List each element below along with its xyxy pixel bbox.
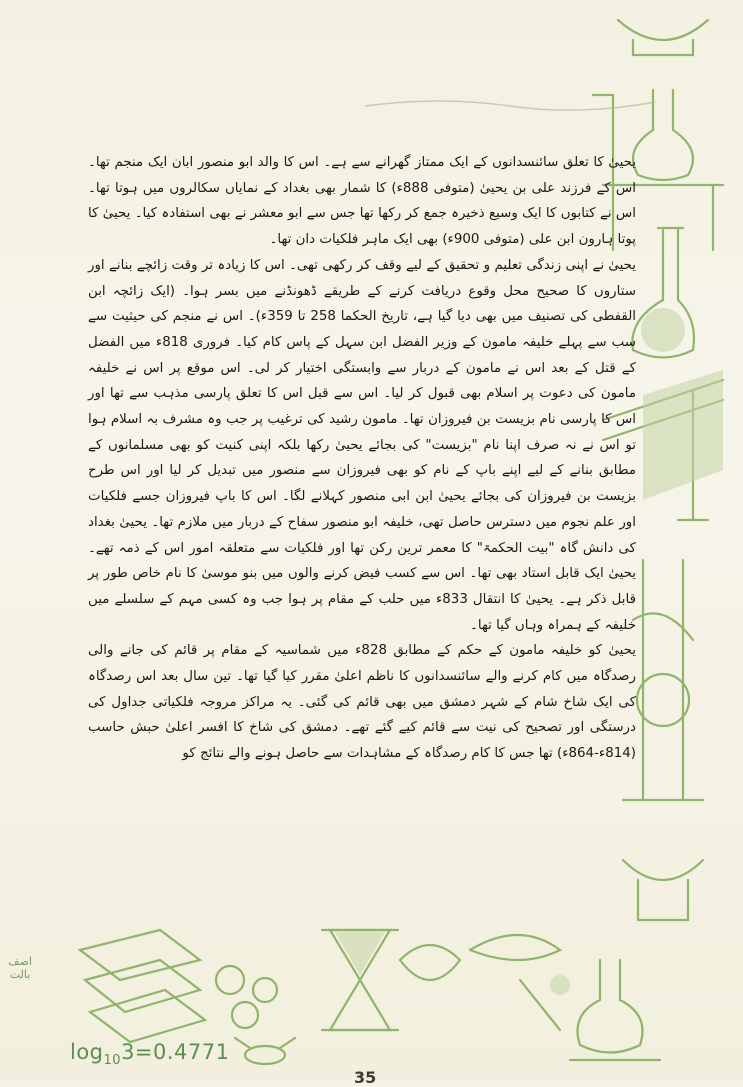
paragraph-family: یحییٰ کا تعلق سائنسدانوں کے ایک ممتاز گھرانے سے ہے۔ اس کا والد ابو منصور ابان ایک منجم تھا۔ اس کے فرزند علی بن یحییٰ (متوفی 888ء) کا شمار بھی بغداد کے نمایاں سکالروں میں ہوتا تھا۔ اس نے کتابوں کا ایک وسیع ذخیرہ جمع کر رکھا تھا جس سے ابو معشر نے بھی استفادہ کیا۔ یحییٰ کا پوتا ہارون ابن علی (متوفی 900ء) بھی ایک ماہر فلکیات دان تھا۔ [88,155,637,248]
log-formula [70,1040,230,1068]
paragraph-career: یحییٰ نے اپنی زندگی تعلیم و تحقیق کے لیے وقف کر رکھی تھی۔ اس کا زیادہ تر وقت زائچے بنانے اور ستاروں کا صحیح محل وقوع دریافت کرنے کے طریقے ڈھونڈنے میں بسر ہوا۔ (ایک زائچہ ابن القفطی کی تصنیف میں بھی دیا گیا ہے، تاریخ الحکما 258 تا 359ء)۔ اس نے منجم کی حیثیت سے سب سے پہلے خلیفہ مامون کے وزیر الفضل ابن سہل کے پاس کام کیا۔ فروری 818ء میں الفضل کے قتل کے بعد اس نے مامون کے دربار سے وابستگی اختیار کر لی۔ اس موقع پر اس نے خلیفہ مامون کی دعوت پر اسلام بھی قبول کر لیا۔ اس سے قبل اس کا تعلق پارسی مذہب سے تھا اور اس کا پارسی نام بزیست بن فیروزان تھا۔ مامون رشید کی ترغیب پر جب وہ مشرف بہ اسلام ہوا تو اس نے نہ صرف اپنا نام "بزیست" کی بجائے یحییٰ رکھا بلکہ اپنی کنیت کو بھی مسلمانوں کے مطابق بنانے کے لیے اپنے باپ کے نام کو بھی فیروزان سے منصور میں تبدیل کر لیا اور اس طرح بزیست بن فیروزان کی بجائے یحییٰ ابن ابی منصور کہلانے لگا۔ اس کا باپ فیروزان جسے فلکیات اور علم نجوم میں دسترس حاصل تھی، خلیفہ ابو منصور سفاح کے دربار میں ملازم تھا۔ یحییٰ بغداد کی دانش گاہ "بیت الحکمۃ" کا معمر ترین رکن تھا اور فلکیات سے متعلقہ امور اس کے ذمہ تھے۔ یحییٰ ایک قابل استاد بھی تھا۔ اس سے کسب فیض کرنے والوں میں بنو موسیٰ کا نام خاص طور پر قابل ذکر ہے۔ یحییٰ کا انتقال 833ء میں حلب کے مقام پر ہوا جب وہ کسی مہم کے سلسلے میں خلیفہ کے ہمراہ وہاں گیا تھا۔ [88,257,636,633]
formula-subscript: 10 [103,1053,122,1069]
paragraph-observatory: یحییٰ کو خلیفہ مامون کے حکم کے مطابق 828ء میں شماسیہ کے مقام پر قائم کی جانے والی رصدگاہ میں کام کرنے والے سائنسدانوں کا ناظم اعلیٰ مقرر کیا گیا تھا۔ تین سال بعد اس رصدگاہ کی ایک شاخ شام کے شہر دمشق میں بھی قائم کی گئی۔ یہ مراکز مروجہ فلکیاتی جداول کی درستگی اور تصحیح کی نیت سے قائم کیے گئے تھے۔ دمشق کی شاخ کا افسر اعلیٰ حبش حاسب (814ء-864ء) تھا جس کا کام رصدگاہ کے مشاہدات سے حاصل ہونے والے نتائج کو [88,643,637,762]
article-body [88,150,636,767]
page-number: 35 [354,1068,377,1087]
formula-base: log [70,1040,104,1064]
formula-rest: 3=0.4771 [121,1040,230,1064]
side-label: اصف بالت [8,955,32,981]
faded-header-scribble [360,92,660,116]
